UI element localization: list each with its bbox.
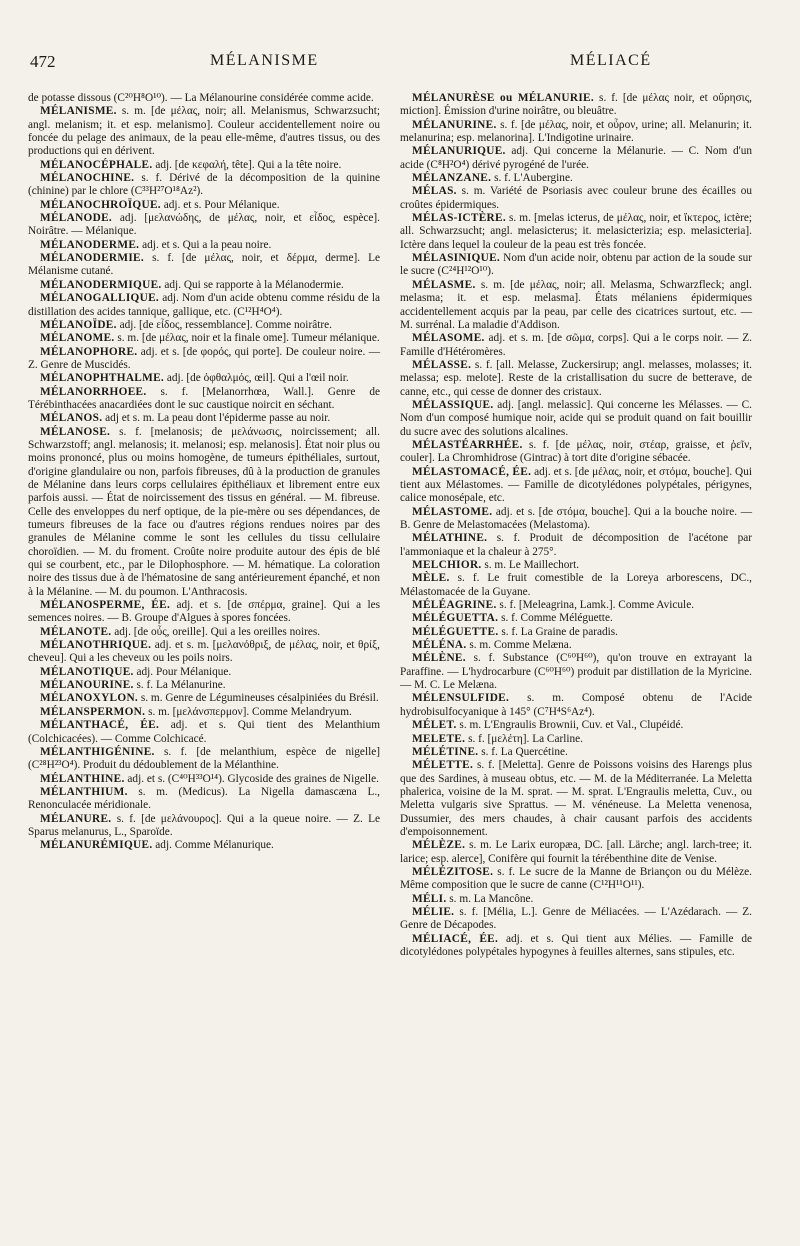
entry-definition: s. m. La Mancône.: [449, 892, 534, 905]
entry-definition: s. f. [de μέλας noir, et οὔρησις, miction]. Émission d'urine noirâtre, ou bleuâtre.: [400, 92, 752, 118]
entry-definition: adj. et s. Qui tient des Melanthium (Colchicacées). — Comme Colchicacé.: [28, 719, 381, 745]
entry-definition: adj. et s. [de μέλας, noir, et στόμα, bouche]. Qui tient aux Mélastomes. — Famille de dicotylédones polypétales, périgynes, calice monosépale, etc.: [400, 465, 752, 505]
entry-headword: MÉLANZANE.: [412, 172, 492, 185]
dictionary-entry: [400, 559, 752, 572]
dictionary-entry: [400, 439, 752, 466]
dictionary-entry: [28, 839, 380, 852]
entry-definition: s. m. [μελάνσπερμον]. Comme Melandryum.: [148, 705, 352, 718]
dictionary-entry: [400, 532, 752, 559]
running-header: [30, 52, 770, 82]
entry-headword: MÉLANOSPERME, ÉE.: [40, 599, 171, 612]
dictionary-entry: [28, 746, 380, 773]
entry-definition: de potasse dissous (C²⁰H⁸O¹⁰). — La Mélanourine considérée comme acide.: [28, 92, 374, 104]
entry-definition: adj. et s. [de σπέρμα, graine]. Qui a les semences noires. — B. Groupe d'Algues à spores foncées.: [28, 599, 381, 625]
entry-definition: s. f. [de melanthium, espèce de nigelle] (C²⁸H²³O⁴). Produit du dédoublement de la Mélanthine.: [28, 745, 380, 772]
entry-definition: s. f. La Graine de paradis.: [501, 625, 618, 638]
entry-headword: MÉLET.: [412, 719, 457, 732]
entry-headword: MÉLANOGALLIQUE.: [40, 292, 160, 305]
right-running-title: MÉLIACÉ: [570, 52, 652, 69]
dictionary-entry: [400, 692, 752, 719]
entry-definition: s. f. La Mélanurine.: [136, 679, 226, 692]
dictionary-entry: [400, 893, 752, 906]
entry-definition: s. f. Le fruit comestible de la Loreya arborescens, DC., Mélastomacée de la Guyane.: [400, 572, 752, 598]
dictionary-entry: [400, 933, 752, 960]
dictionary-entry: [400, 866, 752, 893]
entry-definition: s. m. Comme Melæna.: [469, 639, 572, 652]
entry-headword: MÉLANISME.: [40, 105, 117, 118]
page-number: 472: [30, 52, 56, 71]
entry-definition: s. f. [melanosis; de μελάνωσις, noircissement; all. Schwarzstoff; angl. melanosis; it. melanosi; esp. melanosis]. État noir plus ou moins prononcé, plus ou moins homogène, de tumeurs épithéliales, surtout, d'origine glandulaire ou non, parfois fibreuses, dû à la production de granules de Mélanine dans leurs corps cellulaires épithéliaux et librement entre eux parfois aussi. — État de noircissement des tissus en général. — M. fibreuse. Celle des enveloppes du nerf optique, de la pie-mère ou ses dépendances, de tumeurs fibreuses de la face ou d'autres régions rendues noires par des granules de Mélanine comme le sont les cellules du tissu cellulaire choroïdien. — M. du froment. Croûte noire produite autour des épis de blé qui se courbent, etc., par le Dilophosphore. — M. hématique. La coloration noire des tissus due à de l'hématosine de sang antérieurement épanché, et non à la Mélanine. — M. du poumon. L'Anthracosis.: [28, 425, 380, 598]
dictionary-entry: [400, 185, 752, 212]
entry-definition: adj. Qui se rapporte à la Mélanodermie.: [164, 278, 344, 291]
dictionary-entry: [400, 119, 752, 146]
dictionary-entry: [400, 172, 752, 185]
entry-headword: MÉLÉGUETTE.: [412, 625, 499, 638]
entry-headword: MÉLÈZE.: [412, 839, 466, 852]
entry-headword: MÉLASTOMACÉ, ÉE.: [412, 465, 532, 478]
dictionary-entry: [28, 639, 380, 666]
entry-definition: adj. et s. Pour Mélanique.: [163, 198, 280, 211]
entry-headword: MÉLÈNE.: [412, 652, 466, 665]
entry-definition: adj. et s. [de στόμα, bouche]. Qui a la bouche noire. — B. Genre de Melastomacées (Melastoma).: [400, 505, 752, 531]
dictionary-entry: [400, 92, 752, 119]
entry-definition: s. f. Comme Méléguette.: [501, 612, 613, 625]
entry-definition: s. f. Dérivé de la décomposition de la quinine (chinine) par le chlore (C³³H²⁷O¹⁸Az²).: [28, 172, 380, 198]
dictionary-entry: [400, 639, 752, 652]
dictionary-entry: [28, 252, 380, 279]
entry-headword: MÉLANTHIGÉNINE.: [40, 745, 155, 758]
dictionary-entry: [28, 426, 380, 599]
left-running-title: MÉLANISME: [210, 52, 319, 69]
entry-headword: MÉLANTHINE.: [40, 772, 125, 785]
dictionary-entry: [400, 506, 752, 533]
dictionary-entry: [28, 159, 380, 172]
entry-definition: adj. et s. m. [μελανόθριξ, de μέλας, noir, et θρίξ, cheveu]. Qui a les cheveux ou les poils noirs.: [28, 639, 380, 665]
dictionary-entry: [400, 572, 752, 599]
entry-headword: MÉLANODERMIQUE.: [40, 278, 162, 291]
entry-headword: MÉLANURÉMIQUE.: [40, 839, 153, 852]
dictionary-entry: [400, 252, 752, 279]
entry-headword: MÉLANTHACÉ, ÉE.: [40, 719, 160, 732]
entry-definition: s. f. L'Aubergine.: [494, 172, 573, 185]
left-column: [28, 92, 380, 853]
entry-definition: adj. Comme Mélanurique.: [155, 839, 274, 852]
entry-headword: MÉLANOTIQUE.: [40, 665, 134, 678]
dictionary-entry: [28, 92, 380, 105]
entry-definition: adj. [de εἶδος, ressemblance]. Comme noirâtre.: [119, 318, 332, 331]
dictionary-entry: [28, 706, 380, 719]
entry-definition: s. f. [Mélia, L.]. Genre de Méliacées. — L'Azédarach. — Z. Genre de Décapodes.: [400, 905, 752, 932]
entry-headword: MÉLIACÉ, ÉE.: [412, 932, 499, 945]
entry-definition: s. f. [μελέτη]. La Carline.: [468, 732, 584, 745]
entry-definition: adj. Nom d'un acide obtenu comme résidu de la distillation des acides tannique, gallique, etc. (C¹²H⁴O⁴).: [28, 292, 381, 318]
dictionary-entry: [400, 466, 752, 506]
entry-definition: adj. et s. Qui a la peau noire.: [142, 238, 272, 251]
entry-definition: s. f. [de μέλας, noir, στέαρ, graisse, et ῥεῖν, couler]. La Chromhidrose (Gintrac) à tort dite d'origine sébacée.: [400, 438, 752, 465]
entry-headword: MÉLANOPHORE.: [40, 345, 138, 358]
dictionary-entry: [28, 412, 380, 425]
entry-definition: s. f. Le sucre de la Manne de Briançon ou du Mélèze. Même composition que le sucre de canne (C¹²H¹¹O¹¹).: [400, 865, 752, 892]
entry-definition: s. m. Genre de Légumineuses césalpiniées du Brésil.: [140, 692, 379, 705]
entry-definition: s. m. Composé obtenu de l'Acide hydrobisulfocyanique à 145° (C⁷H⁴S⁶Az⁴).: [400, 692, 752, 718]
entry-headword: MELETE.: [412, 732, 466, 745]
dictionary-entry: [28, 679, 380, 692]
entry-headword: MÉLAS-ICTÈRE.: [412, 212, 506, 225]
dictionary-entry: [28, 719, 380, 746]
dictionary-entry: [28, 199, 380, 212]
dictionary-entry: [400, 906, 752, 933]
entry-definition: s. m. [de μέλας, noir; all. Melasma, Schwarzfleck; angl. melasma; it. et esp. melasma]. États mélaniens épidermiques accidentellement acquis par la peau, par celle des cicatrices surtout, etc. — M. surrénal. La maladie d'Addison.: [400, 278, 752, 331]
entry-definition: adj. [μελανώδης, de μέλας, noir, et εἶδος, espèce]. Noirâtre. — Mélanique.: [28, 212, 381, 238]
dictionary-entry: [28, 786, 380, 813]
entry-headword: MÉLANOTE.: [40, 625, 112, 638]
dictionary-entry: [400, 733, 752, 746]
entry-definition: adj. [de οὖς, oreille]. Qui a les oreilles noires.: [114, 625, 321, 638]
entry-headword: MÈLE.: [412, 572, 450, 585]
entry-headword: MÉLANOSE.: [40, 425, 111, 438]
entry-headword: MELCHIOR.: [412, 559, 482, 572]
dictionary-entry: [28, 773, 380, 786]
entry-definition: s. m. L'Engraulis Brownii, Cuv. et Val., Clupéidé.: [459, 719, 684, 732]
entry-headword: MÉLANOCHINE.: [40, 172, 135, 185]
entry-headword: MÉLÉGUETTA.: [412, 612, 499, 625]
entry-headword: MÉLANURÈSE ou MÉLANURIE.: [412, 92, 595, 104]
dictionary-entry: [400, 612, 752, 625]
entry-definition: s. f. [Meletta]. Genre de Poissons voisins des Harengs plus que des Sardines, à museau obtus, etc. — M. de la Méditerranée. La Meletta phalerica, voisine de la M. sprat. — M. sprat. L'Engraulis meletta, Cuv., ou Meletta vulgaris sive Sprattus. — M. vénéneuse. La Meletta venenosa, Dussumier, des mers chaudes, à chair causant parfois des accidents d'empoisonnement.: [400, 759, 752, 838]
entry-headword: MÉLASINIQUE.: [412, 252, 501, 265]
entry-headword: MÉLANURE.: [40, 812, 112, 825]
entry-definition: adj. et s. Qui tient aux Mélies. — Famille de dicotylédones polypétales hypogynes à feuilles alternes, sans stipules, etc.: [400, 932, 753, 958]
dictionary-entry: [28, 386, 380, 413]
right-column: [400, 92, 752, 959]
entry-definition: s. m. [de μέλας, noir; all. Melanismus, Schwarzsucht; angl. melanism; it. et esp. melanismo]. Couleur accidentellement noire ou foncée du pelage des animaux, de la peau elle-même, d'autres tissus, ou des productions qui en dérivent.: [28, 105, 380, 158]
entry-headword: MÉLANOURINE.: [40, 679, 134, 692]
entry-definition: adj. Pour Mélanique.: [136, 665, 232, 678]
dictionary-entry: [28, 372, 380, 385]
entry-definition: s. m. Variété de Psoriasis avec couleur brune des écailles ou croûtes épidermiques.: [400, 185, 752, 211]
entry-headword: MÉLASSIQUE.: [412, 398, 494, 411]
entry-definition: adj et s. m. La peau dont l'épiderme passe au noir.: [105, 412, 331, 425]
entry-headword: MÉLANOPHTHALME.: [40, 372, 165, 385]
entry-headword: MÉLENSULFIDE.: [412, 692, 510, 705]
entry-headword: MÉLANURINE.: [412, 118, 497, 131]
entry-headword: MÉLASTOME.: [412, 505, 493, 518]
dictionary-entry: [400, 839, 752, 866]
entry-headword: MÉLAS.: [412, 185, 457, 198]
dictionary-entry: [400, 599, 752, 612]
entry-definition: adj. et s. (C⁴⁰H³³O¹⁴). Glycoside des graines de Nigelle.: [127, 772, 380, 785]
entry-headword: MÉLANOCÉPHALE.: [40, 158, 153, 171]
dictionary-entry: [28, 346, 380, 373]
dictionary-entry: [400, 759, 752, 839]
entry-definition: s. m. (Medicus). La Nigella damascæna L., Renonculacée méridionale.: [28, 785, 380, 812]
dictionary-entry: [28, 239, 380, 252]
entry-headword: MÉLI.: [412, 892, 447, 905]
dictionary-entry: [28, 172, 380, 199]
dictionary-entry: [400, 212, 752, 252]
entry-headword: MÉLASSE.: [412, 358, 472, 371]
entry-definition: s. m. [melas icterus, de μέλας, noir, et ἴκτερος, ictère; all. Schwarzsucht; angl. melasicterus; it. melasicterizia; esp. melasicteria]. Ictère dans lequel la couleur de la peau est très foncée.: [400, 212, 752, 251]
dictionary-entry: [400, 145, 752, 172]
dictionary-entry: [400, 399, 752, 439]
dictionary-entry: [28, 212, 380, 239]
entry-headword: MÉLANOÏDE.: [40, 318, 117, 331]
dictionary-entry: [28, 332, 380, 345]
entry-definition: s. m. Le Maillechort.: [484, 559, 580, 572]
dictionary-entry: [400, 746, 752, 759]
dictionary-entry: [400, 279, 752, 332]
entry-headword: MÉLANOXYLON.: [40, 692, 139, 705]
entry-headword: MÉLANTHIUM.: [40, 785, 128, 798]
entry-headword: MÉLANURIQUE.: [412, 145, 506, 158]
entry-headword: MÉLÉAGRINE.: [412, 599, 497, 612]
entry-headword: MÉLANSPERMON.: [40, 705, 146, 718]
entry-definition: s. f. [de μελάνουρος]. Qui a la queue noire. — Z. Le Sparus melanurus, L., Sparoïde.: [28, 812, 380, 838]
entry-headword: MÉLANODERME.: [40, 238, 140, 251]
dictionary-entry: [28, 626, 380, 639]
entry-definition: s. f. La Quercétine.: [481, 745, 568, 758]
entry-definition: adj. Qui concerne la Mélanurie. — C. Nom d'un acide (C⁸H²O⁴) dérivé pyrogéné de l'urée.: [400, 145, 753, 171]
entry-headword: MÉLATHINE.: [412, 532, 488, 545]
entry-definition: adj. et s. [de φορός, qui porte]. De couleur noire. — Z. Genre de Muscidés.: [28, 345, 380, 371]
dictionary-entry: [28, 105, 380, 158]
entry-headword: MÉLANOCHROÏQUE.: [40, 198, 161, 211]
entry-headword: MÉLANOTHRIQUE.: [40, 639, 152, 652]
entry-headword: MÉLANOME.: [40, 332, 115, 345]
entry-definition: s. f. [Melanorrhœa, Wall.]. Genre de Térébinthacées anacardiées dont le suc caustique noircit en séchant.: [28, 385, 380, 411]
entry-headword: MÉLANOS.: [40, 412, 103, 425]
entry-definition: adj. et s. m. [de σῶμα, corps]. Qui a le corps noir. — Z. Famille d'Hétéromères.: [400, 332, 752, 358]
dictionary-entry: [28, 692, 380, 705]
entry-headword: MÉLASOME.: [412, 332, 485, 345]
entry-headword: MÉLÉNA.: [412, 639, 467, 652]
dictionary-entry: [400, 719, 752, 732]
entry-headword: MÉLANODERMIE.: [40, 252, 145, 265]
entry-definition: s. m. Le Larix europæa, DC. [all. Lärche; angl. larch-tree; it. larice; esp. alerce], Conifère qui fournit la térébenthine dite de Venise.: [400, 839, 752, 865]
entry-headword: MÉLANORRHOEE.: [40, 385, 147, 398]
entry-headword: MÉLASTÉARRHÉE.: [412, 438, 523, 451]
entry-definition: s. f. [Meleagrina, Lamk.]. Comme Avicule.: [499, 599, 695, 612]
dictionary-entry: [28, 292, 380, 319]
dictionary-entry: [400, 626, 752, 639]
entry-definition: s. f. [de μέλας, noir, et δέρμα, derme]. Le Mélanisme cutané.: [28, 252, 381, 278]
entry-headword: MÉLANODE.: [40, 212, 113, 225]
entry-definition: adj. [de ὀφθαλμός, œil]. Qui a l'œil noir.: [166, 372, 349, 385]
dictionary-entry: [400, 332, 752, 359]
entry-definition: adj. [de κεφαλή, tête]. Qui a la tête noire.: [155, 158, 342, 171]
dictionary-entry: [28, 813, 380, 840]
dictionary-entry: [28, 666, 380, 679]
entry-headword: MÉLASME.: [412, 278, 476, 291]
entry-definition: s. m. [de μέλας, noir et la finale ome]. Tumeur mélanique.: [117, 332, 380, 345]
entry-headword: MÉLIE.: [412, 905, 455, 918]
entry-definition: s. f. [all. Melasse, Zuckersirup; angl. melasses, molasses; it. melassa; esp. melote]. Reste de la cristallisation du sucre de betterave, de canne, etc., qui cesse de donner des cristaux.: [400, 358, 752, 398]
dictionary-entry: [28, 319, 380, 332]
dictionary-entry: [28, 599, 380, 626]
dictionary-entry: [400, 359, 752, 399]
entry-headword: MÉLETTE.: [412, 759, 474, 772]
dictionary-entry: [400, 652, 752, 692]
entry-definition: adj. [angl. melassic]. Qui concerne les Mélasses. — C. Nom d'un composé humique noir, acide qui se produit quand on fait bouillir du sucre avec des solutions alcalines.: [400, 398, 752, 438]
entry-definition: Nom d'un acide noir, obtenu par action de la soude sur le sucre (C²⁴H¹²O¹⁰).: [400, 252, 753, 278]
entry-headword: MÉLÉTINE.: [412, 745, 479, 758]
entry-definition: s. f. Substance (C⁶⁰H⁶⁰), qu'on trouve en extrayant la Paraffine. — L'hydrocarbure (C⁶⁰H⁶⁰) produit par distillation de la Myricine. — M. C. Le Melæna.: [400, 652, 752, 692]
entry-definition: s. f. Produit de décomposition de l'acétone par l'ammoniaque et la chaleur à 275°.: [400, 532, 752, 558]
entry-definition: s. f. [de μέλας, noir, et οὖρον, urine; all. Melanurin; it. melanurina; esp. melanorina]. L'Indigotine urinaire.: [400, 118, 752, 145]
entry-headword: MÉLÉZITOSE.: [412, 865, 494, 878]
dictionary-entry: [28, 279, 380, 292]
